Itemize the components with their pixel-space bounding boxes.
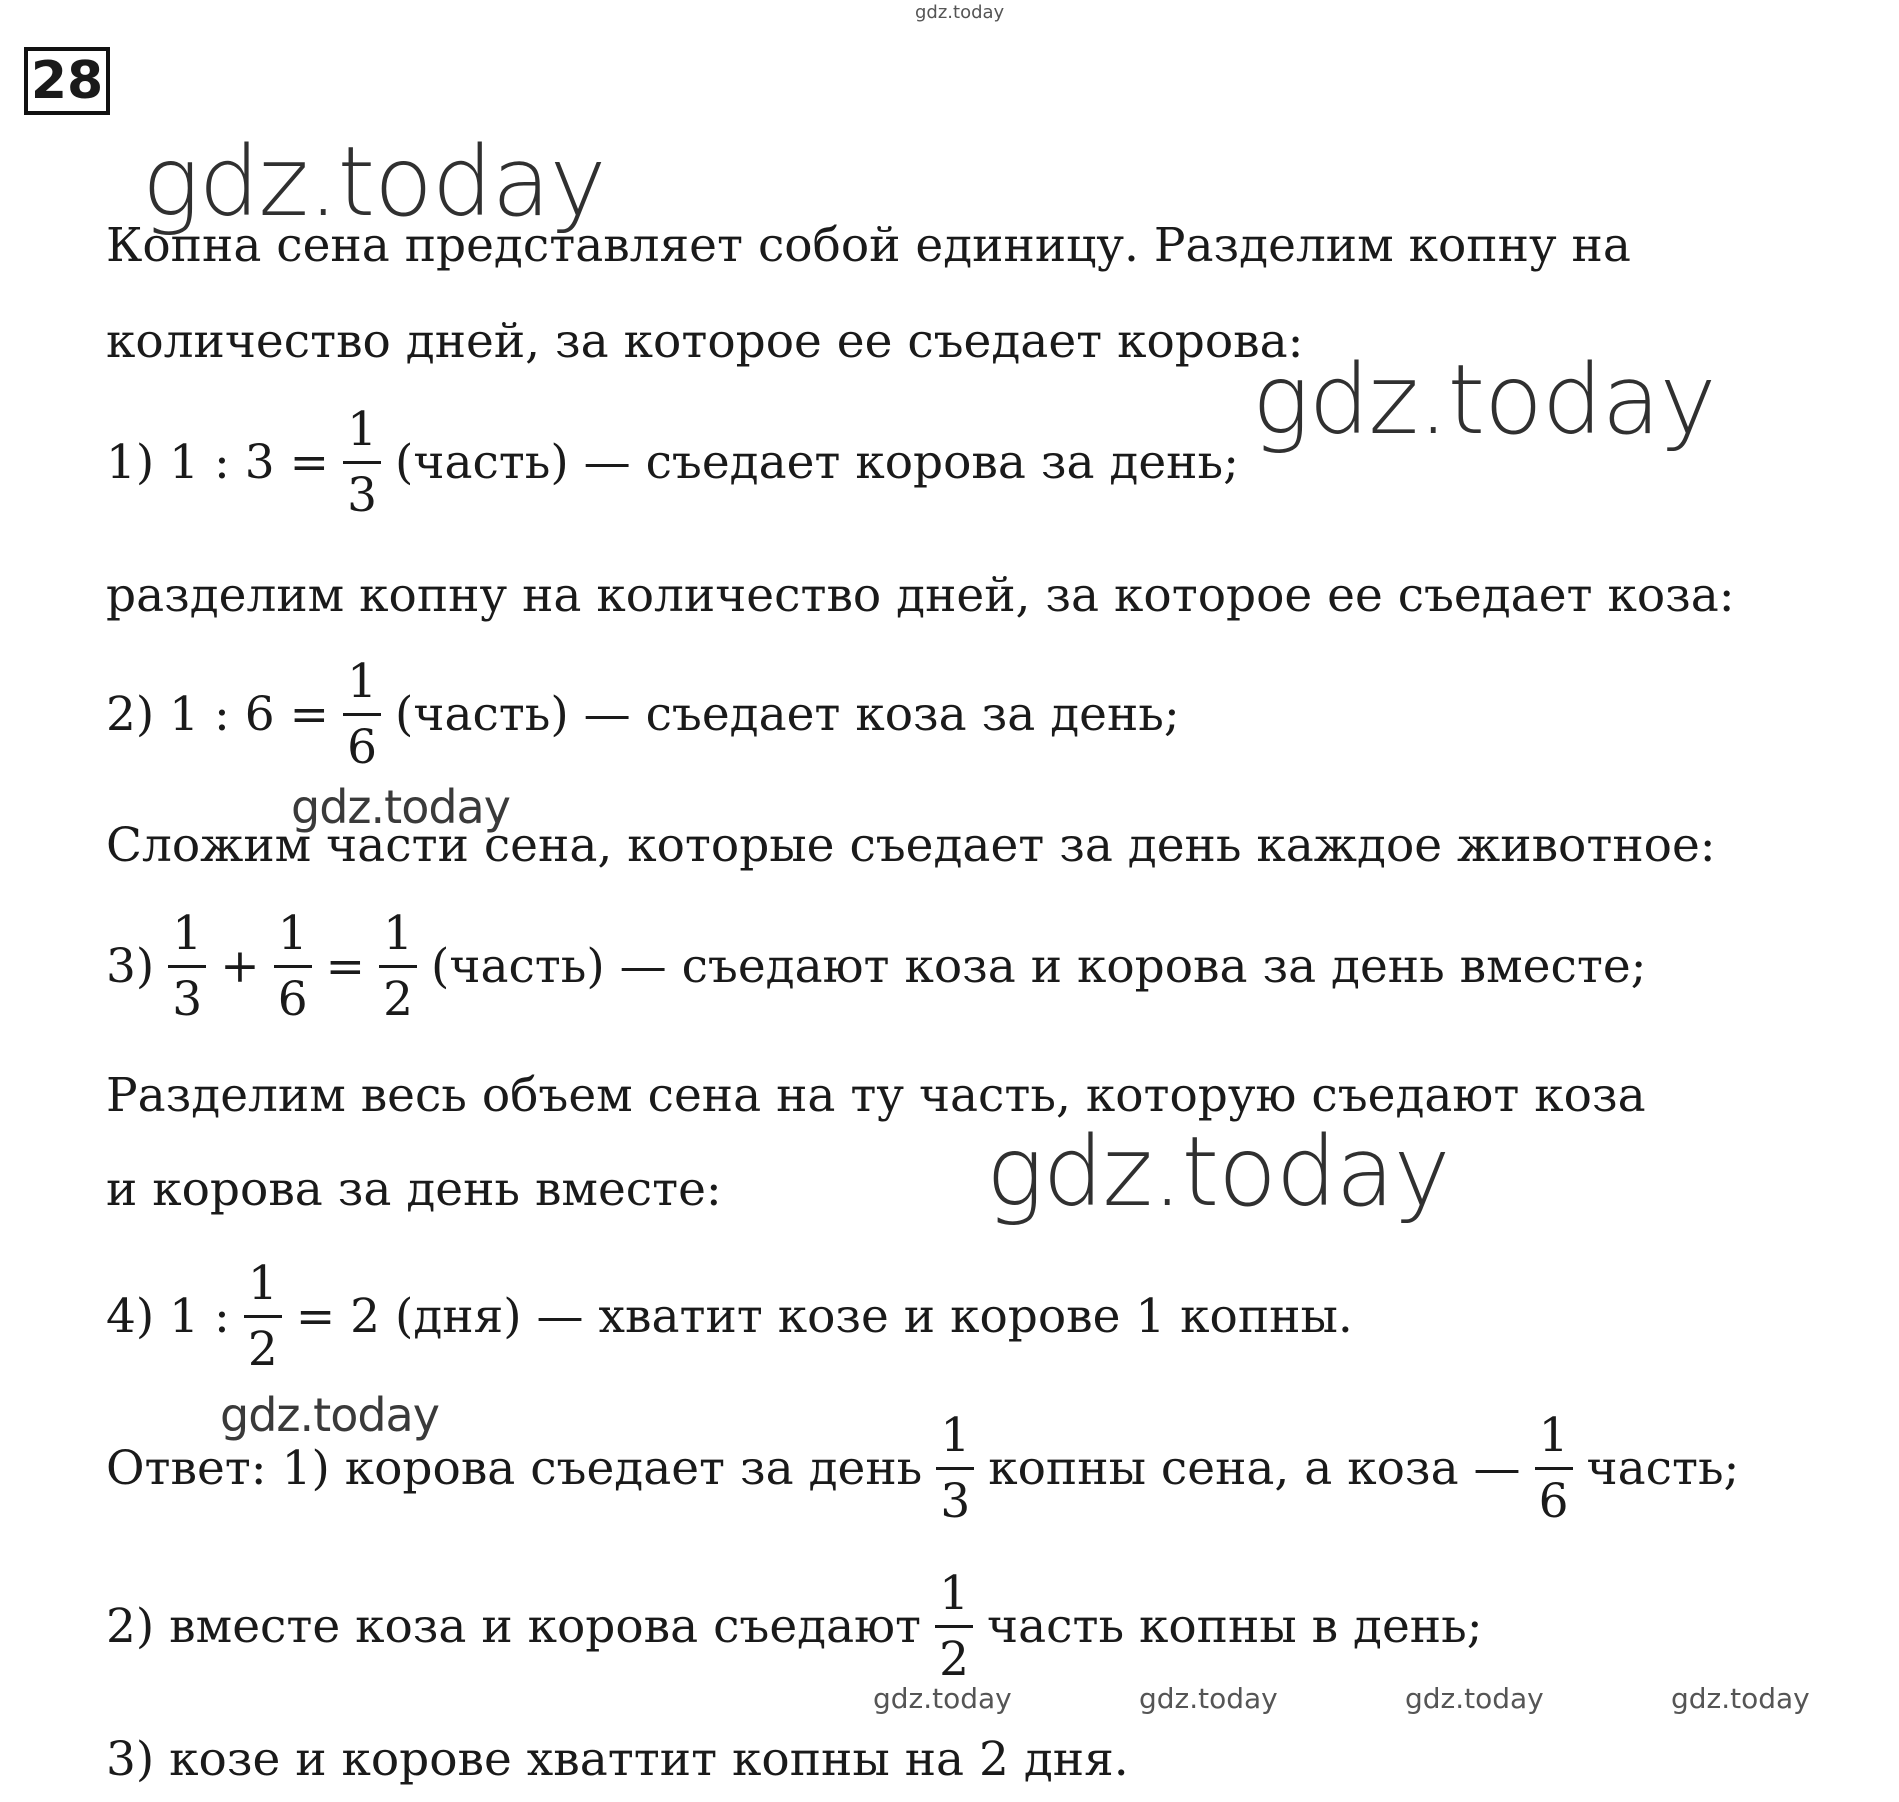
step-2-suffix: (часть) — съедает коза за день; bbox=[395, 687, 1180, 742]
fraction-bar bbox=[343, 461, 381, 464]
watermark-large-3: gdz.today bbox=[986, 1116, 1450, 1228]
text-4-line-1: Разделим весь объем сена на ту часть, которую съедают коза bbox=[106, 1068, 1646, 1123]
fraction-numerator: 1 bbox=[1538, 1408, 1569, 1463]
text-4-line-2: и корова за день вместе: bbox=[106, 1162, 722, 1217]
answer-2-fraction bbox=[935, 1566, 973, 1687]
watermark-medium-1: gdz.today bbox=[291, 780, 510, 834]
fraction-denominator: 2 bbox=[939, 1632, 969, 1687]
fraction-numerator: 1 bbox=[247, 1256, 278, 1311]
answer-1-prefix: Ответ: 1) корова съедает за день bbox=[106, 1441, 923, 1496]
answer-line-2 bbox=[106, 1566, 1483, 1687]
fraction-numerator: 1 bbox=[172, 906, 203, 961]
answer-1-fraction-1 bbox=[936, 1408, 974, 1529]
watermark-small-2: gdz.today bbox=[1139, 1682, 1278, 1715]
step-4-suffix: = 2 (дня) — хватит козе и корове 1 копны. bbox=[295, 1289, 1353, 1344]
fraction-bar bbox=[274, 965, 312, 968]
fraction-denominator: 2 bbox=[247, 1322, 278, 1377]
fraction-bar bbox=[379, 965, 417, 968]
step-2 bbox=[106, 654, 1180, 775]
fraction-denominator: 6 bbox=[1538, 1474, 1569, 1529]
step-3-fraction-3 bbox=[379, 906, 417, 1027]
text-2: разделим копну на количество дней, за которое ее съедает коза: bbox=[106, 568, 1735, 623]
answer-1-middle: копны сена, а коза — bbox=[988, 1441, 1521, 1496]
fraction-denominator: 2 bbox=[383, 972, 413, 1027]
step-4-prefix: 4) 1 : bbox=[106, 1289, 230, 1344]
fraction-bar bbox=[244, 1315, 282, 1318]
step-3 bbox=[106, 906, 1647, 1027]
watermark-small-4: gdz.today bbox=[1671, 1682, 1810, 1715]
step-3-fraction-2 bbox=[274, 906, 312, 1027]
fraction-numerator: 1 bbox=[383, 906, 413, 961]
fraction-denominator: 3 bbox=[347, 468, 377, 523]
fraction-numerator: 1 bbox=[347, 654, 377, 709]
answer-1-suffix: часть; bbox=[1586, 1441, 1740, 1496]
fraction-denominator: 3 bbox=[940, 1474, 971, 1529]
fraction-bar bbox=[936, 1467, 974, 1470]
step-2-prefix: 2) 1 : 6 = bbox=[106, 687, 330, 742]
answer-line-3: 3) козе и корове хваттит копны на 2 дня. bbox=[106, 1732, 1129, 1787]
fraction-bar bbox=[168, 965, 206, 968]
watermark-large-1: gdz.today bbox=[142, 126, 606, 238]
fraction-numerator: 1 bbox=[347, 402, 377, 457]
intro-line-1: Копна сена представляет собой единицу. Разделим копну на bbox=[106, 218, 1631, 273]
fraction-bar bbox=[1535, 1467, 1573, 1470]
fraction-numerator: 1 bbox=[277, 906, 308, 961]
answer-2-prefix: 2) вместе коза и корова съедают bbox=[106, 1599, 922, 1654]
fraction-numerator: 1 bbox=[939, 1566, 969, 1621]
watermark-top: gdz.today bbox=[915, 2, 1005, 23]
step-1-fraction bbox=[343, 402, 381, 523]
step-4-fraction bbox=[244, 1256, 282, 1377]
fraction-bar bbox=[935, 1625, 973, 1628]
fraction-denominator: 6 bbox=[277, 972, 308, 1027]
step-4 bbox=[106, 1256, 1353, 1377]
problem-number: 28 bbox=[24, 47, 110, 115]
fraction-denominator: 3 bbox=[172, 972, 203, 1027]
answer-1-fraction-2 bbox=[1535, 1408, 1573, 1529]
step-1-suffix: (часть) — съедает корова за день; bbox=[395, 435, 1239, 490]
watermark-large-2: gdz.today bbox=[1252, 344, 1716, 456]
step-3-label: 3) bbox=[106, 939, 155, 994]
step-1 bbox=[106, 402, 1239, 523]
fraction-bar bbox=[343, 713, 381, 716]
intro-line-2: количество дней, за которое ее съедает корова: bbox=[106, 314, 1304, 369]
answer-line-1 bbox=[106, 1408, 1740, 1529]
step-2-fraction bbox=[343, 654, 381, 775]
fraction-numerator: 1 bbox=[940, 1408, 971, 1463]
answer-2-suffix: часть копны в день; bbox=[987, 1599, 1483, 1654]
equals-sign: = bbox=[325, 939, 366, 994]
watermark-medium-2: gdz.today bbox=[220, 1388, 439, 1442]
step-3-suffix: (часть) — съедают коза и корова за день вместе; bbox=[431, 939, 1647, 994]
watermark-small-3: gdz.today bbox=[1405, 1682, 1544, 1715]
fraction-denominator: 6 bbox=[347, 720, 377, 775]
text-3: Сложим части сена, которые съедает за день каждое животное: bbox=[106, 818, 1716, 873]
step-3-fraction-1 bbox=[168, 906, 206, 1027]
watermark-small-1: gdz.today bbox=[873, 1682, 1012, 1715]
plus-sign: + bbox=[220, 939, 260, 994]
step-1-prefix: 1) 1 : 3 = bbox=[106, 435, 330, 490]
